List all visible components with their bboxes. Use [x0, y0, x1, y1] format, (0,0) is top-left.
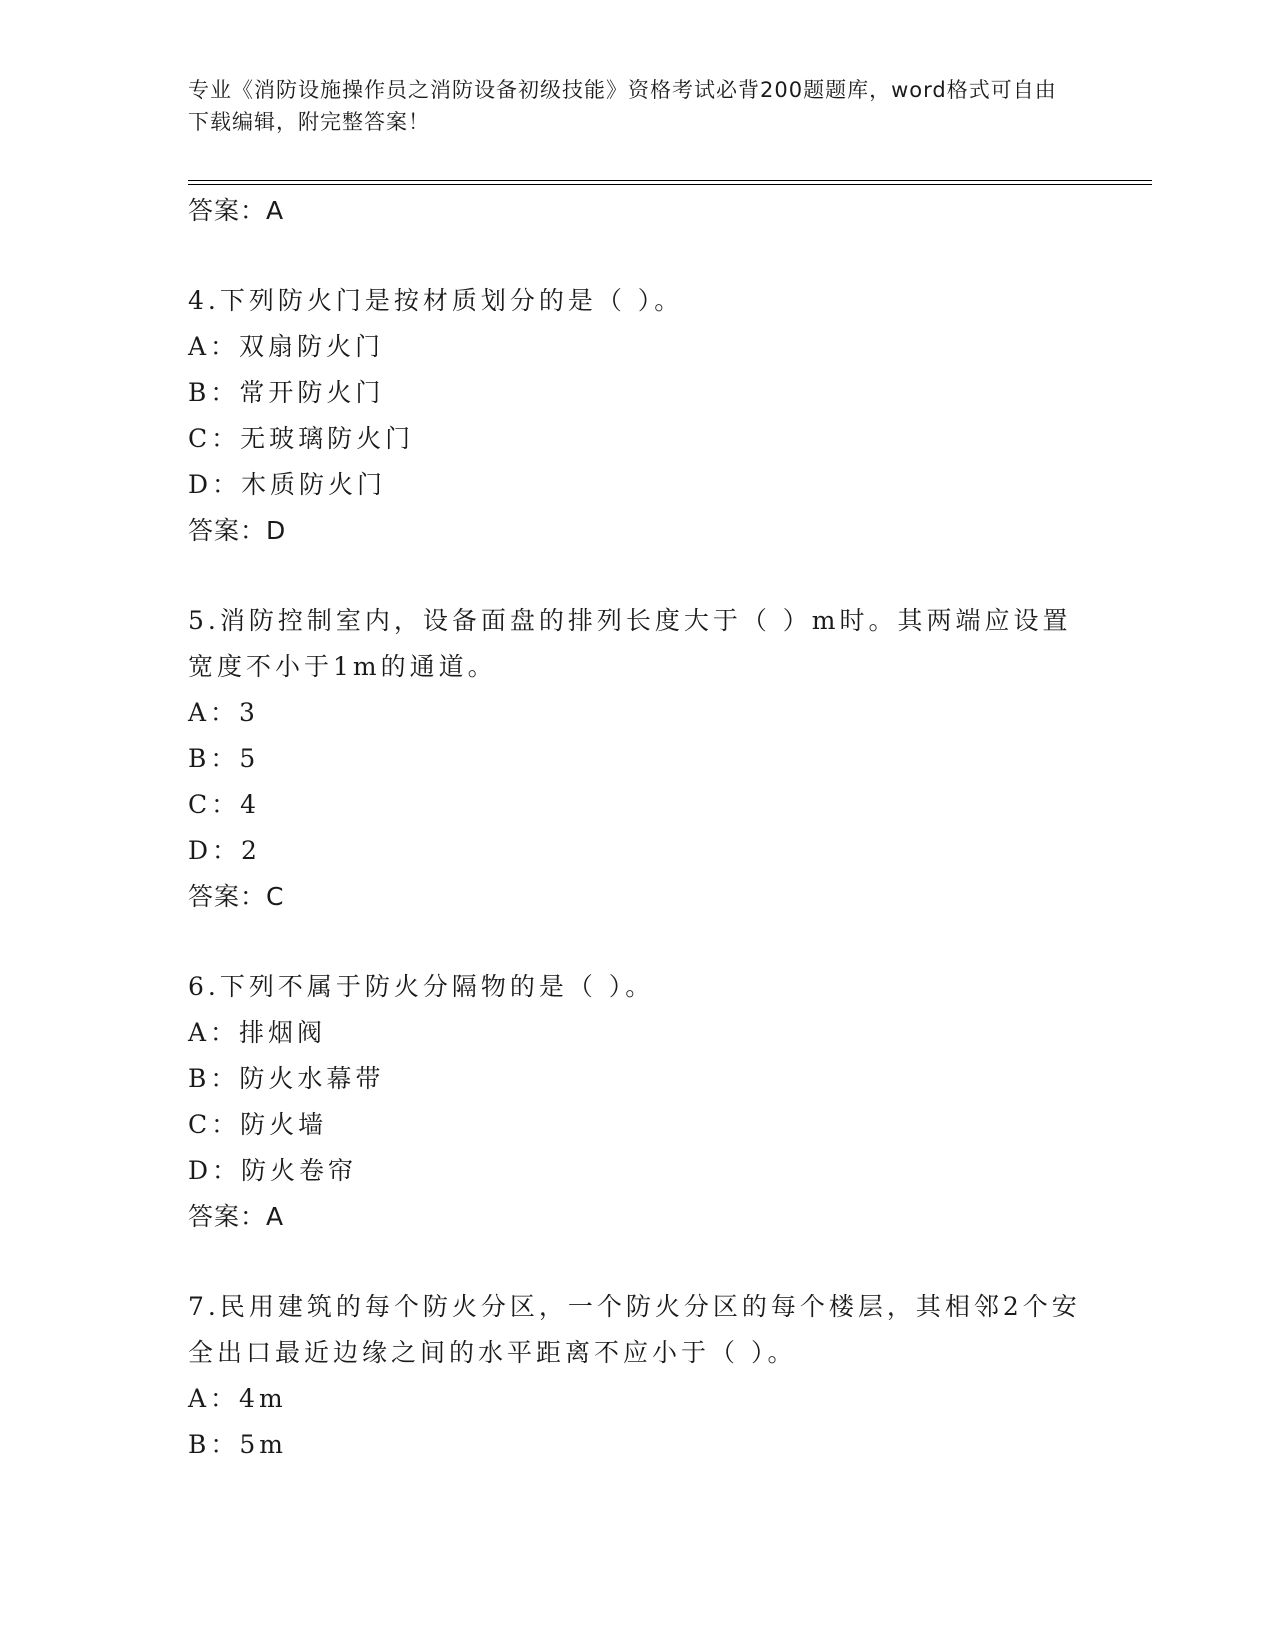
- option-c: C：无玻璃防火门: [188, 424, 415, 453]
- spacer: [188, 1240, 1088, 1284]
- answer-line: 答案：D: [188, 516, 287, 545]
- header-rule-double: [188, 184, 1152, 185]
- question-4: [188, 278, 1088, 554]
- question-text: 4.下列防火门是按材质划分的是（ ）。: [188, 286, 684, 315]
- option-a: A：双扇防火门: [188, 332, 385, 361]
- question-6: [188, 964, 1088, 1240]
- option-a: A：4m: [188, 1384, 287, 1413]
- option-d: D：2: [188, 836, 261, 865]
- option-c: C：防火墙: [188, 1110, 328, 1139]
- option-b: B：常开防火门: [188, 378, 385, 407]
- question-text: 5.消防控制室内，设备面盘的排列长度大于（ ）m时。其两端应设置宽度不小于1m的通道。: [188, 606, 1072, 681]
- question-text: 7.民用建筑的每个防火分区，一个防火分区的每个楼层，其相邻2个安全出口最近边缘之间的水平距离不应小于（ ）。: [188, 1292, 1081, 1367]
- answer-line: 答案：A: [188, 1202, 285, 1231]
- spacer: [188, 554, 1088, 598]
- question-text: 6.下列不属于防火分隔物的是（ ）。: [188, 972, 655, 1001]
- document-header: 专业《消防设施操作员之消防设备初级技能》资格考试必背200题题库，word格式可自由下载编辑，附完整答案！: [188, 78, 1057, 134]
- spacer: [188, 920, 1088, 964]
- option-b: B：5: [188, 744, 260, 773]
- header-rule: [188, 180, 1152, 181]
- question-7: [188, 1284, 1088, 1468]
- option-d: D：防火卷帘: [188, 1156, 358, 1185]
- spacer: [188, 234, 1088, 278]
- answer-line: 答案：A: [188, 196, 285, 225]
- option-c: C：4: [188, 790, 261, 819]
- option-a: A：3: [188, 698, 259, 727]
- question-5: [188, 598, 1088, 920]
- question-list: [188, 188, 1088, 1468]
- option-b: B：5m: [188, 1430, 287, 1459]
- answer-line: 答案：C: [188, 882, 285, 911]
- option-b: B：防火水幕带: [188, 1064, 385, 1093]
- option-d: D：木质防火门: [188, 470, 387, 499]
- option-a: A：排烟阀: [188, 1018, 327, 1047]
